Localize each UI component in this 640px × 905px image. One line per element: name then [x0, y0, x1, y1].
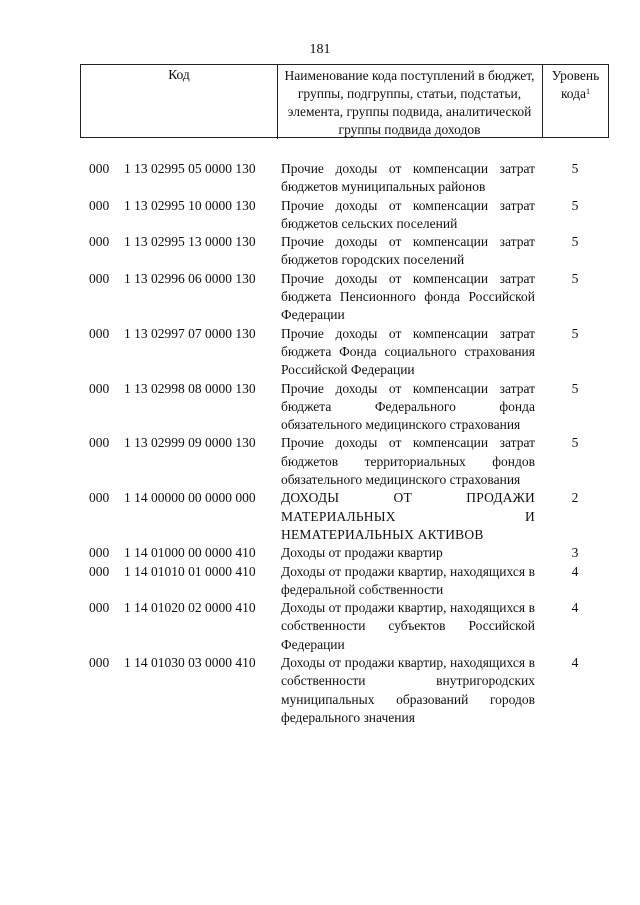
code-level: 5: [571, 234, 579, 250]
code-level: 5: [571, 325, 579, 341]
admin-code: 000: [89, 600, 110, 616]
table-row: [0, 489, 640, 544]
table-row: [0, 270, 640, 325]
income-code: 1 14 01000 00 0000 410: [124, 545, 256, 561]
income-code: 1 14 01010 01 0000 410: [124, 563, 256, 579]
income-name: Прочие доходы от компенсации затрат бюджетов городских поселений: [281, 234, 535, 268]
table-row: [0, 325, 640, 380]
table-header: [80, 64, 609, 138]
header-level-label: Уровень кода: [551, 68, 600, 101]
admin-code: 000: [89, 234, 110, 250]
income-code: 1 13 02995 05 0000 130: [124, 161, 256, 176]
income-name: Доходы от продажи квартир: [281, 545, 443, 561]
income-name: Прочие доходы от компенсации затрат бюджета Пенсионного фонда Российской Федерации: [281, 270, 535, 323]
income-code: 1 13 02995 13 0000 130: [124, 234, 256, 250]
admin-code: 000: [89, 563, 110, 579]
admin-code: 000: [89, 161, 110, 176]
header-code: Код: [81, 65, 278, 139]
table-row: [0, 599, 640, 654]
income-code: 1 13 02996 06 0000 130: [124, 270, 256, 286]
income-name: Прочие доходы от компенсации затрат бюджета Федерального фонда обязательного медицинского страхования: [281, 380, 535, 433]
code-level: 5: [571, 435, 579, 451]
table-row: [0, 380, 640, 435]
table-row: [0, 563, 640, 600]
income-name: Доходы от продажи квартир, находящихся в собственности внутригородских муниципальных образований городов федерального значения: [281, 655, 535, 725]
admin-code: 000: [89, 380, 110, 396]
income-code: 1 13 02999 09 0000 130: [124, 435, 256, 451]
admin-code: 000: [89, 270, 110, 286]
income-name: Прочие доходы от компенсации затрат бюджета Фонда социального страхования Российской Федерации: [281, 325, 535, 378]
table-row: [0, 654, 640, 727]
code-level: 5: [571, 380, 579, 396]
admin-code: 000: [89, 655, 110, 671]
code-level: 4: [571, 600, 579, 616]
income-code: 1 13 02997 07 0000 130: [124, 325, 256, 341]
income-code: 1 13 02995 10 0000 130: [124, 197, 256, 213]
income-code: 1 14 01030 03 0000 410: [124, 655, 256, 671]
income-name: Прочие доходы от компенсации затрат бюджетов сельских поселений: [281, 197, 535, 231]
table-row: [0, 544, 640, 562]
header-level: [543, 65, 608, 139]
admin-code: 000: [89, 545, 110, 561]
code-level: 5: [571, 161, 579, 176]
income-name: Доходы от продажи квартир, находящихся в федеральной собственности: [281, 563, 535, 597]
footnote-mark: 1: [586, 87, 591, 96]
code-level: 5: [571, 270, 579, 286]
income-code: 1 13 02998 08 0000 130: [124, 380, 256, 396]
income-name: ДОХОДЫ ОТ ПРОДАЖИ МАТЕРИАЛЬНЫХ И НЕМАТЕРИАЛЬНЫХ АКТИВОВ: [281, 490, 535, 542]
code-level: 4: [571, 655, 579, 671]
admin-code: 000: [89, 197, 110, 213]
code-level: 3: [571, 545, 579, 561]
code-level: 4: [571, 563, 579, 579]
table-row: [0, 197, 640, 234]
code-level: 2: [571, 490, 579, 506]
table-row: [0, 160, 640, 197]
income-name: Доходы от продажи квартир, находящихся в собственности субъектов Российской Федерации: [281, 600, 535, 652]
admin-code: 000: [89, 325, 110, 341]
income-name: Прочие доходы от компенсации затрат бюджетов муниципальных районов: [281, 161, 535, 195]
code-level: 5: [571, 197, 579, 213]
income-code: 1 14 00000 00 0000 000: [124, 490, 256, 506]
header-name: Наименование кода поступлений в бюджет, группы, подгруппы, статьи, подстатьи, элемента, группы подвида, аналитической группы подвида доходов: [277, 65, 543, 137]
table-row: [0, 434, 640, 489]
income-name: Прочие доходы от компенсации затрат бюджетов территориальных фондов обязательного медицинского страхования: [281, 435, 535, 488]
admin-code: 000: [89, 490, 110, 506]
income-code: 1 14 01020 02 0000 410: [124, 600, 256, 616]
admin-code: 000: [89, 435, 110, 451]
page-number: 181: [309, 42, 331, 57]
table-body: [0, 160, 640, 727]
table-row: [0, 233, 640, 270]
